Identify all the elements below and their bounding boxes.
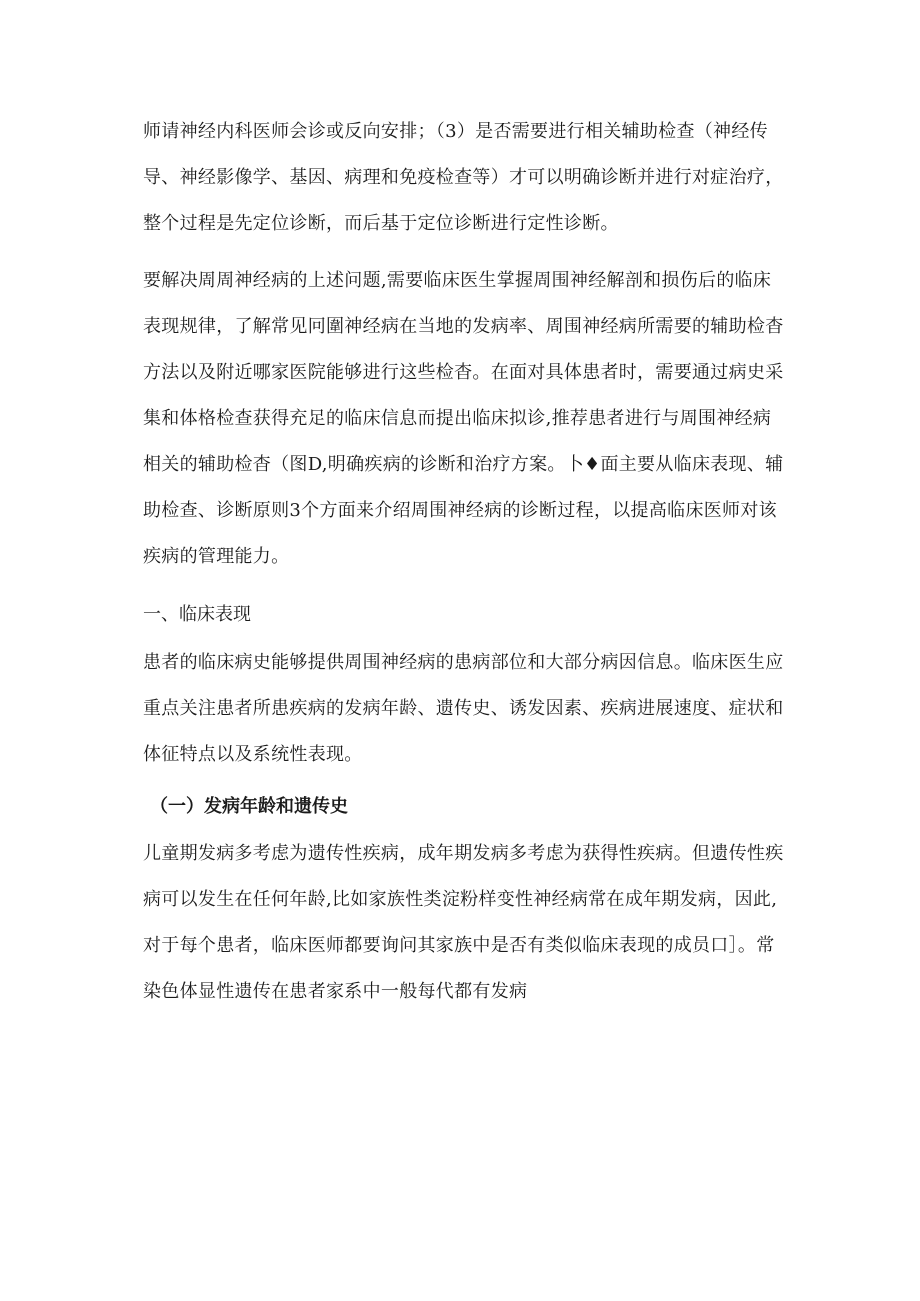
text-line: 导、神经影像学、基因、病理和免疫检查等）才可以明确诊断并进行对症治疗， bbox=[143, 167, 784, 188]
paragraph-clinical-history bbox=[143, 640, 793, 778]
paragraph-problem-solving bbox=[143, 258, 793, 580]
text-line: 表现规律，了解常见冋圍神经病在当地的发病率、周围神经病所需要的辅助检杳 bbox=[143, 316, 784, 337]
text-line: 对于每个患者，临床医师都要询问其家族中是否有类似临床表现的成员口］。常 bbox=[143, 935, 775, 956]
text-line: 集和体格检查获得充足的临床信息而提出临床拟诊,推荐患者进行与周围神经病 bbox=[143, 408, 772, 429]
text-line: 染色体显性遗传在患者家系中一般每代都有发病 bbox=[143, 981, 528, 1002]
text-line: 患者的临床病史能够提供周围神经病的患病部位和大部分病因信息。临床医生应 bbox=[143, 652, 784, 673]
text-line: 疾病的管理能力。 bbox=[143, 546, 290, 567]
subsection-heading-onset-age: （一）发病年龄和遗传史 bbox=[150, 796, 348, 817]
paragraph-onset-age bbox=[143, 831, 793, 1015]
text-line: 助检查、诊断原则3个方面来介绍周围神经病的诊断过程，以提高临床医师对该 bbox=[143, 500, 777, 521]
paragraph-diagnosis-process bbox=[143, 109, 793, 247]
text-line: 相关的辅助检杳（图D,明确疾病的诊断和治疗方案。卜♦面主要从临床表现、辅 bbox=[143, 454, 784, 475]
text-line: 方法以及附近哪家医院能够进行这些检杳。在面对具体患者时，需要通过病史采 bbox=[143, 362, 784, 383]
section-heading-clinical-manifestation: 一、临床表现 bbox=[143, 604, 251, 625]
text-line: 体征特点以及系统性表现。 bbox=[143, 744, 363, 765]
text-line: 师请神经内科医师会诊或反向安排；（3）是否需要进行相关辅助检查（神经传 bbox=[143, 121, 768, 142]
text-line: 病可以发生在任何年龄,比如家族性类淀粉样变性神经病常在成年期发病，因此, bbox=[143, 889, 778, 910]
text-line: 要解决周周神经病的上述问题,需要临床医生掌握周围神经解剖和损伤后的临床 bbox=[143, 270, 772, 291]
text-line: 重点关注患者所患疾病的发病年龄、遗传史、诱发因素、疾病进展速度、症状和 bbox=[143, 698, 784, 719]
text-line: 整个过程是先定位诊断，而后基于定位诊断进行定性诊断。 bbox=[143, 213, 619, 234]
text-line: 儿童期发病多考虑为遗传性疾病，成年期发病多考虑为获得性疾病。但遗传性疾 bbox=[143, 843, 784, 864]
